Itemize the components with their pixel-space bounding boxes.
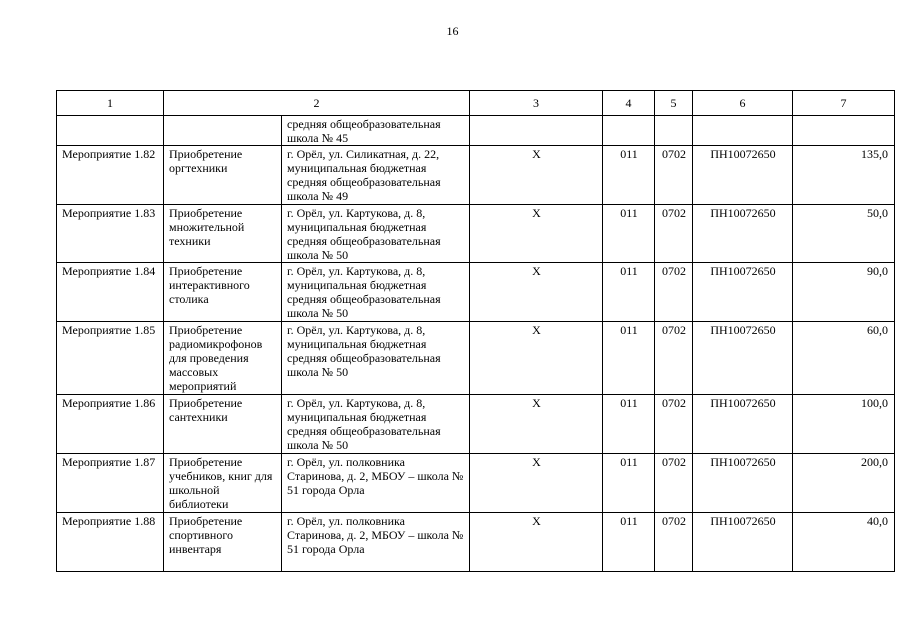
organization-cell: г. Орёл, ул. Картукова, д. 8, муниципальная бюджетная средняя общеобразовательная школа № 50 (282, 322, 470, 395)
column-5-cell: 0702 (655, 454, 693, 513)
column-6-cell: ПН10072650 (693, 205, 793, 263)
measure-description-cell: Приобретение сантехники (164, 395, 282, 454)
continuation-csr-cell (693, 116, 793, 146)
column-4-cell: 011 (603, 395, 655, 454)
table-row (57, 146, 895, 205)
column-4-cell: 011 (603, 322, 655, 395)
organization-cell: г. Орёл, ул. Картукова, д. 8, муниципальная бюджетная средняя общеобразовательная школа № 50 (282, 395, 470, 454)
page-number: 16 (446, 24, 459, 38)
measure-name-cell: Мероприятие 1.85 (57, 322, 164, 395)
column-5-cell: 0702 (655, 205, 693, 263)
continuation-kbk-cell (603, 116, 655, 146)
column-6-cell: ПН10072650 (693, 146, 793, 205)
amount-cell: 50,0 (793, 205, 895, 263)
column-3-cell: Х (470, 395, 603, 454)
measure-name-cell: Мероприятие 1.86 (57, 395, 164, 454)
measures-table (56, 90, 895, 572)
measure-name-cell: Мероприятие 1.82 (57, 146, 164, 205)
column-3-cell: Х (470, 263, 603, 322)
amount-cell: 200,0 (793, 454, 895, 513)
column-4-cell: 011 (603, 454, 655, 513)
column-6-cell: ПН10072650 (693, 263, 793, 322)
measure-name-cell: Мероприятие 1.84 (57, 263, 164, 322)
measure-description-cell: Приобретение учебников, книг для школьной библиотеки (164, 454, 282, 513)
column-3-cell: Х (470, 513, 603, 572)
amount-cell: 100,0 (793, 395, 895, 454)
measure-name-cell: Мероприятие 1.87 (57, 454, 164, 513)
table-row (57, 513, 895, 572)
column-6-cell: ПН10072650 (693, 513, 793, 572)
continuation-rz-cell (655, 116, 693, 146)
measure-name-cell: Мероприятие 1.88 (57, 513, 164, 572)
column-5-cell: 0702 (655, 395, 693, 454)
amount-cell: 40,0 (793, 513, 895, 572)
header-cell-2: 2 (164, 91, 470, 116)
organization-cell: г. Орёл, ул. Картукова, д. 8, муниципальная бюджетная средняя общеобразовательная школа № 50 (282, 205, 470, 263)
table-row (57, 322, 895, 395)
column-5-cell: 0702 (655, 146, 693, 205)
header-cell-1: 1 (57, 91, 164, 116)
column-3-cell: Х (470, 146, 603, 205)
header-cell-5: 5 (655, 91, 693, 116)
column-3-cell: Х (470, 322, 603, 395)
amount-cell: 60,0 (793, 322, 895, 395)
continuation-x-cell (470, 116, 603, 146)
column-5-cell: 0702 (655, 513, 693, 572)
column-5-cell: 0702 (655, 322, 693, 395)
column-4-cell: 011 (603, 146, 655, 205)
column-4-cell: 011 (603, 513, 655, 572)
column-5-cell: 0702 (655, 263, 693, 322)
column-6-cell: ПН10072650 (693, 322, 793, 395)
column-6-cell: ПН10072650 (693, 454, 793, 513)
header-cell-4: 4 (603, 91, 655, 116)
column-3-cell: Х (470, 205, 603, 263)
measure-description-cell: Приобретение оргтехники (164, 146, 282, 205)
continuation-desc-cell (164, 116, 282, 146)
amount-cell: 90,0 (793, 263, 895, 322)
measure-name-cell: Мероприятие 1.83 (57, 205, 164, 263)
table-row (57, 454, 895, 513)
table-row (57, 395, 895, 454)
header-row (57, 91, 895, 116)
table-row (57, 205, 895, 263)
measure-description-cell: Приобретение множительной техники (164, 205, 282, 263)
header-cell-6: 6 (693, 91, 793, 116)
amount-cell: 135,0 (793, 146, 895, 205)
measure-description-cell: Приобретение спортивного инвентаря (164, 513, 282, 572)
header-cell-7: 7 (793, 91, 895, 116)
organization-cell: г. Орёл, ул. полковника Старинова, д. 2, МБОУ – школа № 51 города Орла (282, 513, 470, 572)
continuation-sum-cell (793, 116, 895, 146)
header-cell-3: 3 (470, 91, 603, 116)
column-4-cell: 011 (603, 205, 655, 263)
organization-cell: г. Орёл, ул. Силикатная, д. 22, муниципальная бюджетная средняя общеобразовательная школа № 49 (282, 146, 470, 205)
continuation-org-cell: средняя общеобразовательная школа № 45 (282, 116, 470, 146)
measure-description-cell: Приобретение интерактивного столика (164, 263, 282, 322)
column-6-cell: ПН10072650 (693, 395, 793, 454)
table-row (57, 263, 895, 322)
column-3-cell: Х (470, 454, 603, 513)
measure-description-cell: Приобретение радиомикрофонов для проведения массовых мероприятий (164, 322, 282, 395)
column-4-cell: 011 (603, 263, 655, 322)
continuation-row (57, 116, 895, 146)
organization-cell: г. Орёл, ул. Картукова, д. 8, муниципальная бюджетная средняя общеобразовательная школа № 50 (282, 263, 470, 322)
continuation-name-cell (57, 116, 164, 146)
organization-cell: г. Орёл, ул. полковника Старинова, д. 2, МБОУ – школа № 51 города Орла (282, 454, 470, 513)
